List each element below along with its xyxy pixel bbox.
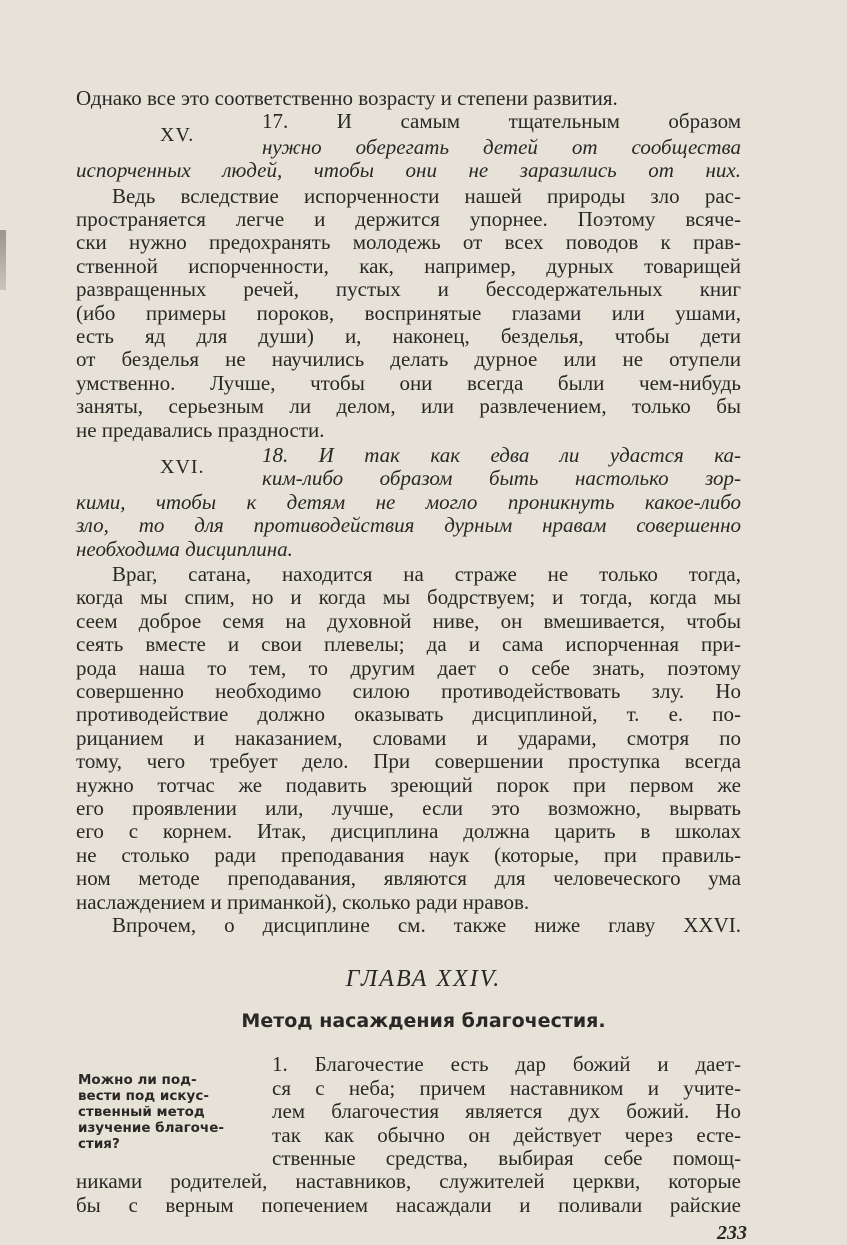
text-line: развращенных речей, пустых и бессодержательных книг [76, 277, 741, 302]
section-numeral-xv: XV. [160, 124, 195, 147]
text-line: сеем доброе семя на духовной ниве, он вмешивается, чтобы [76, 608, 741, 633]
text-line: не предавались праздности. [76, 417, 325, 442]
margin-note-line: изучение благоче- [78, 1120, 224, 1137]
text-line: Ведь вследствие испорченности нашей природы зло рас- [112, 183, 741, 208]
text-line: Враг, сатана, находится на страже не только тогда, [112, 562, 741, 586]
text-line: есть яд для души) и, наконец, безделья, чтобы дети [76, 324, 741, 348]
section-heading-line: ким-либо образом быть настолько зор- [262, 466, 741, 491]
text-line: нужно тотчас же подавить зреющий порок при первом же [76, 772, 741, 797]
text-line: противодействие должно оказывать дисциплиной, т. е. по- [76, 702, 741, 727]
section-heading-line: нужно оберегать детей от сообщества [262, 134, 741, 159]
text-line: не столько ради преподавания наук (которые, при правиль- [76, 842, 741, 867]
page-number: 233 [717, 1222, 747, 1245]
scan-edge-shadow [0, 230, 6, 290]
text-line: его с корнем. Итак, дисциплина должна царить в школах [76, 819, 741, 844]
text-line: никами родителей, наставников, служителей церкви, которые [76, 1169, 741, 1194]
text-line: ном методе преподавания, являются для человеческого ума [76, 866, 741, 891]
margin-note-line: стия? [78, 1136, 120, 1153]
text-line: бы с верным попечением насаждали и поливали райские [76, 1192, 741, 1217]
text-line: Впрочем, о дисциплине см. также ниже главу XXVI. [112, 913, 741, 937]
text-line: (ибо примеры пороков, воспринятые глазами или ушами, [76, 300, 741, 325]
margin-note-line: вести под искус- [78, 1088, 209, 1105]
text-line: ски нужно предохранять молодежь от всех поводов к прав- [76, 230, 741, 255]
section-heading-line: зло, то для противодействия дурным нравам совершенно [76, 513, 741, 538]
section-heading-line: 18. И так как едва ли удастся ка- [262, 443, 741, 467]
text-line: заняты, серьезным ли делом, или развлечением, только бы [76, 394, 741, 419]
text-line: ся с неба; причем наставником и учите- [272, 1075, 741, 1100]
text-line: рицанием и наказанием, словами и ударами, смотря по [76, 725, 741, 750]
text-line: ственной испорченности, как, например, дурных товарищей [76, 253, 741, 278]
margin-note-line: ственный метод [78, 1104, 205, 1121]
section-heading-line: необходима дисциплина. [76, 536, 293, 561]
text-line: лем благочестия является дух божий. Но [272, 1099, 741, 1124]
chapter-title: ГЛАВА XXIV. [345, 966, 502, 993]
text-line: 1. Благочестие есть дар божий и дает- [272, 1052, 741, 1077]
section-numeral-xvi: XVI. [160, 456, 205, 478]
text-line: умственно. Лучше, чтобы они всегда были чем-нибудь [76, 370, 741, 395]
text-line: совершенно необходимо силою противодействовать злу. Но [76, 679, 741, 703]
chapter-subtitle: Метод насаждения благочестия. [241, 1010, 606, 1033]
margin-note-line: Можно ли под- [78, 1072, 197, 1089]
text-line: сеять вместе и свои плевелы; да и сама испорченная при- [76, 632, 741, 657]
text-line: Однако все это соответственно возрасту и степени развития. [76, 86, 618, 110]
text-line: наслаждением и приманкой), сколько ради нравов. [76, 889, 530, 914]
section-heading-line: испорченных людей, чтобы они не заразились от них. [76, 158, 741, 183]
text-line: от безделья не научились делать дурное или не отупели [76, 347, 741, 372]
text-line: когда мы спим, но и когда мы бодрствуем; и тогда, когда мы [76, 585, 741, 610]
text-line: ственные средства, выбирая себе помощ- [272, 1146, 741, 1170]
section-heading-line: 17. И самым тщательным образом [262, 109, 741, 133]
text-line: так как обычно он действует через есте- [272, 1122, 741, 1147]
text-line: его проявлении или, лучше, если это возможно, вырвать [76, 796, 741, 820]
section-heading-line: кими, чтобы к детям не могло проникнуть какое-либо [76, 489, 741, 514]
text-line: рода наша то тем, то другим дает о себе знать, поэтому [76, 655, 741, 680]
text-line: тому, чего требует дело. При совершении проступка всегда [76, 749, 741, 774]
text-line: пространяется легче и держится упорнее. Поэтому всяче- [76, 207, 741, 231]
